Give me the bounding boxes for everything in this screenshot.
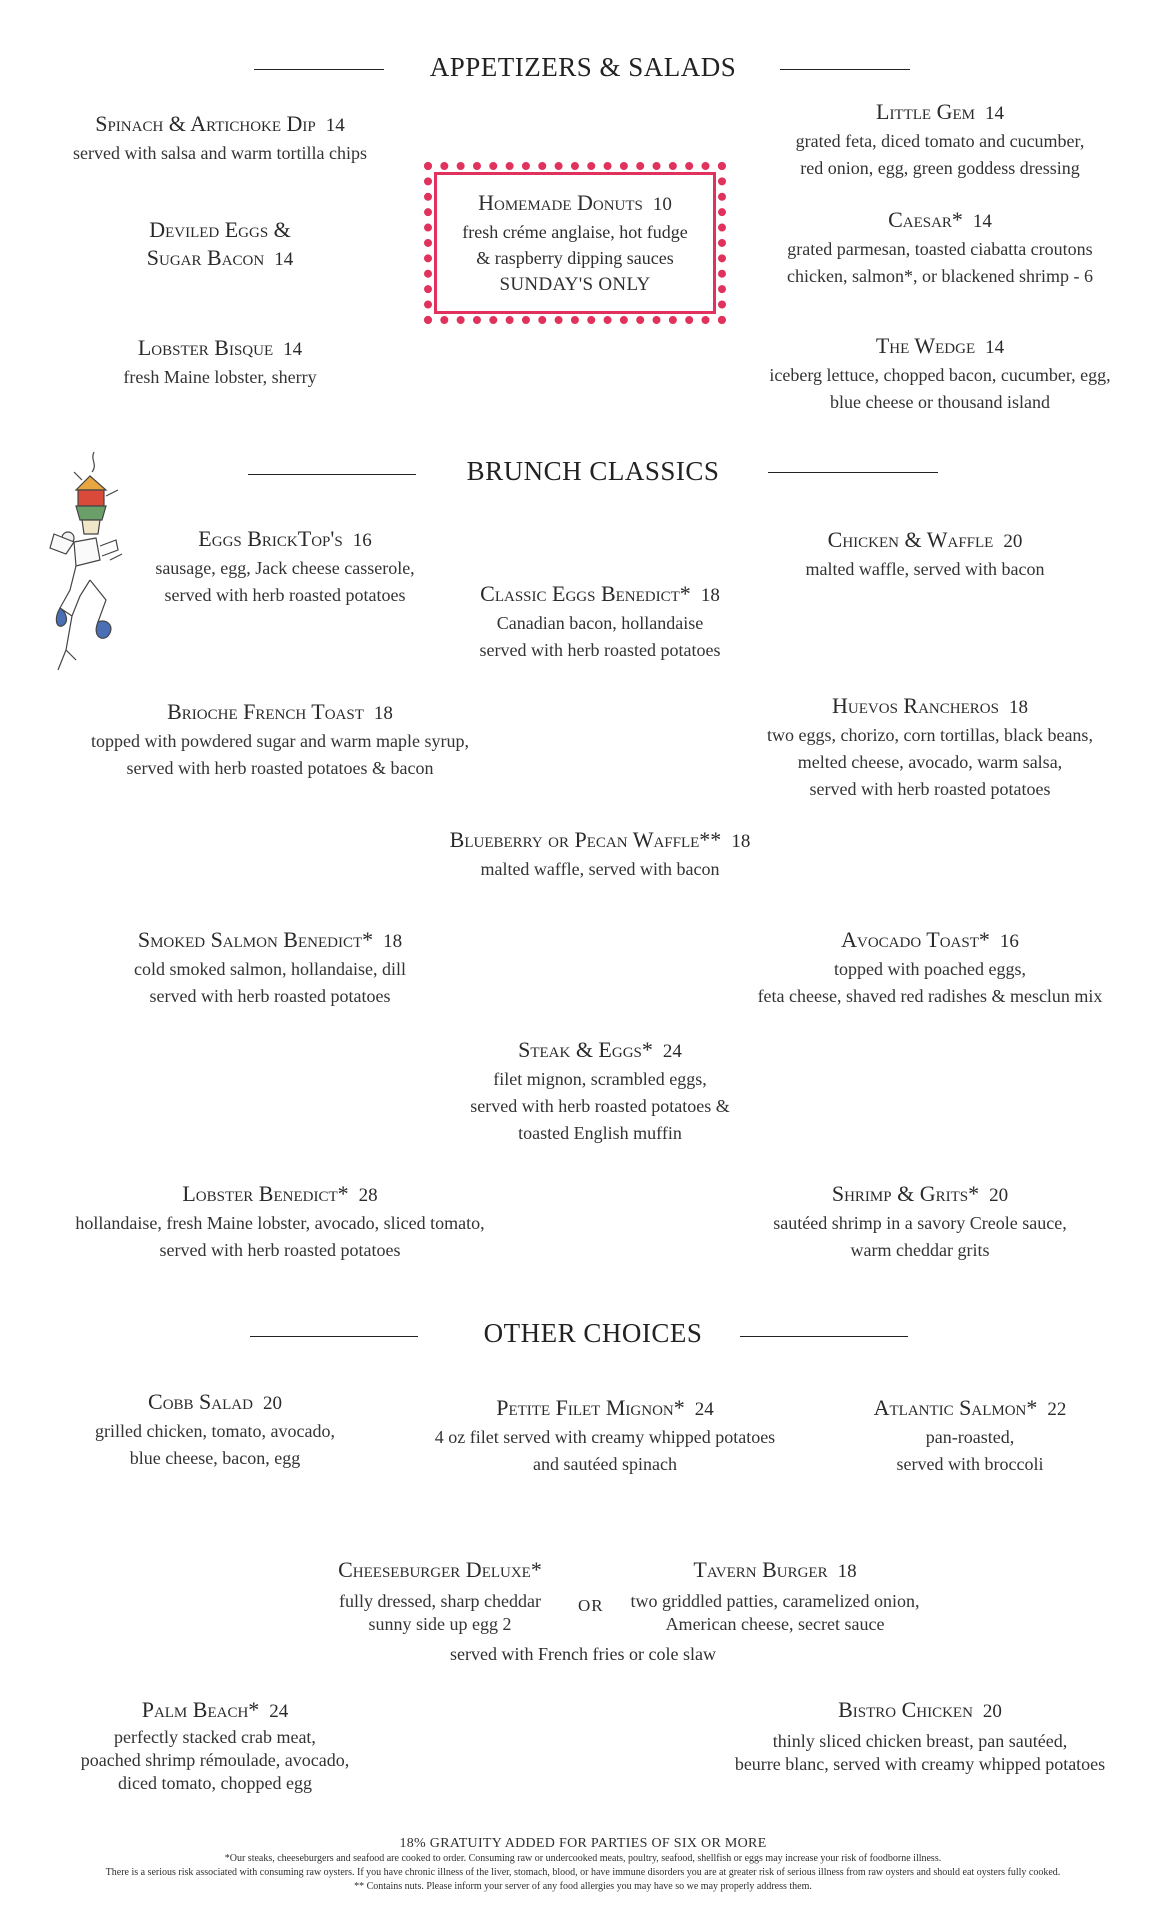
gratuity-note: 18% GRATUITY ADDED FOR PARTIES OF SIX OR MORE xyxy=(399,1836,767,1851)
menu-item-avocado-toast: Avocado Toast* 16 topped with poached eggs, feta cheese, shaved red radishes & mesclun mix xyxy=(757,927,1103,1006)
menu-item-wedge: The Wedge 14 iceberg lettuce, chopped bacon, cucumber, egg, blue cheese or thousand island xyxy=(769,333,1111,412)
menu-item-steak-eggs: Steak & Eggs* 24 filet mignon, scrambled eggs, served with herb roasted potatoes & toasted English muffin xyxy=(470,1037,730,1143)
menu-item-tavern-burger: Tavern Burger 18 two griddled patties, caramelized onion, American cheese, secret sauce xyxy=(630,1557,920,1634)
footer-notes xyxy=(0,1836,1166,1894)
menu-item-blueberry-waffle: Blueberry or Pecan Waffle** 18 malted waffle, served with bacon xyxy=(449,827,751,879)
menu-item-french-toast: Brioche French Toast 18 topped with powdered sugar and warm maple syrup, served with herb roasted potatoes & bacon xyxy=(91,699,469,778)
menu-item-chicken-waffle: Chicken & Waffle 20 malted waffle, served with bacon xyxy=(805,527,1045,579)
menu-item-shrimp-grits: Shrimp & Grits* 20 sautéed shrimp in a savory Creole sauce, warm cheddar grits xyxy=(773,1181,1067,1260)
menu-item-salmon-benedict: Smoked Salmon Benedict* 18 cold smoked salmon, hollandaise, dill served with herb roasted potatoes xyxy=(134,927,406,1006)
menu-item-atlantic-salmon: Atlantic Salmon* 22 pan-roasted, served with broccoli xyxy=(873,1395,1067,1474)
menu-item-lobster-benedict: Lobster Benedict* 28 hollandaise, fresh Maine lobster, avocado, sliced tomato, served with herb roasted potatoes xyxy=(75,1181,485,1260)
oyster-warning: There is a serious risk associated with consuming raw oysters. If you have chronic illness of the liver, stomach, blood, or have immune disorders you are at greater risk of serious illness from raw oysters and should eat oysters fully cooked. xyxy=(105,1867,1061,1878)
section-title-appetizers: APPETIZERS & SALADS xyxy=(429,52,737,82)
donuts-special-box: Homemade Donuts 10 fresh créme anglaise, hot fudge & raspberry dipping sauces SUNDAY'S ONLY xyxy=(434,172,716,314)
section-title-brunch: BRUNCH CLASSICS xyxy=(466,456,720,486)
menu-item-cheeseburger: Cheeseburger Deluxe* fully dressed, sharp cheddar sunny side up egg 2 xyxy=(338,1557,542,1634)
menu-item-caesar: Caesar* 14 grated parmesan, toasted ciabatta croutons chicken, salmon*, or blackened shrimp - 6 xyxy=(787,207,1093,286)
menu-item-classic-benedict: Classic Eggs Benedict* 18 Canadian bacon, hollandaise served with herb roasted potatoes xyxy=(479,581,721,660)
menu-item-cobb-salad: Cobb Salad 20 grilled chicken, tomato, avocado, blue cheese, bacon, egg xyxy=(95,1389,335,1468)
allergy-note: ** Contains nuts. Please inform your server of any food allergies you may have so we may properly address them. xyxy=(354,1881,812,1892)
raw-food-warning: *Our steaks, cheeseburgers and seafood are cooked to order. Consuming raw or undercooked meats, poultry, seafood, shellfish or eggs may increase your risk of foodborne illness. xyxy=(224,1853,942,1864)
chef-illustration-icon xyxy=(46,450,124,680)
section-rule-right xyxy=(740,1336,908,1337)
menu-item-lobster-bisque: Lobster Bisque 14 fresh Maine lobster, sherry xyxy=(123,335,317,387)
section-title-other: OTHER CHOICES xyxy=(483,1318,703,1348)
menu-item-huevos: Huevos Rancheros 18 two eggs, chorizo, corn tortillas, black beans, melted cheese, avocado, warm salsa, served with herb roasted potatoes xyxy=(767,693,1093,799)
menu-item-bistro-chicken: Bistro Chicken 20 thinly sliced chicken breast, pan sautéed, beurre blanc, served with creamy whipped potatoes xyxy=(734,1697,1106,1774)
menu-item-eggs-bricktops: Eggs BrickTop's 16 sausage, egg, Jack cheese casserole, served with herb roasted potatoes xyxy=(155,526,415,605)
section-rule-right xyxy=(780,69,910,70)
menu-item-deviled-eggs: Deviled Eggs & Sugar Bacon 14 xyxy=(146,217,294,270)
menu-item-spinach-dip: Spinach & Artichoke Dip 14 served with salsa and warm tortilla chips xyxy=(73,111,367,163)
menu-item-petite-filet: Petite Filet Mignon* 24 4 oz filet served with creamy whipped potatoes and sautéed spinach xyxy=(434,1395,776,1474)
menu-item-little-gem: Little Gem 14 grated feta, diced tomato and cucumber, red onion, egg, green goddess dressing xyxy=(795,99,1085,178)
section-rule-right xyxy=(768,472,938,473)
menu-item-palm-beach: Palm Beach* 24 perfectly stacked crab meat, poached shrimp rémoulade, avocado, diced tomato, chopped egg xyxy=(80,1697,350,1793)
burger-side-note: served with French fries or cole slaw xyxy=(450,1644,716,1664)
or-label: OR xyxy=(578,1596,604,1615)
